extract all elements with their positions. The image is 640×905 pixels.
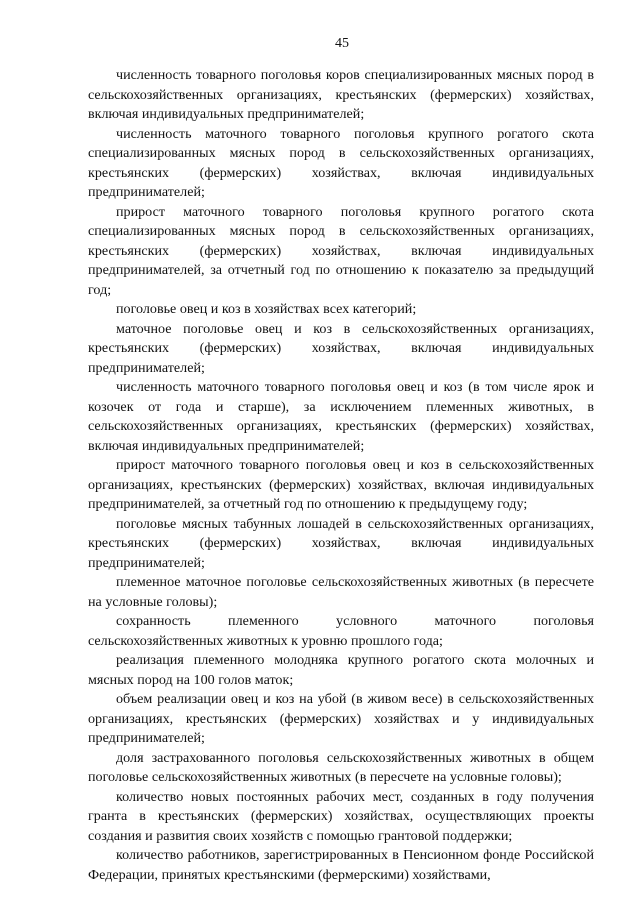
paragraph: количество новых постоянных рабочих мест, созданных в году получения гранта в крестьянских (фермерских) хозяйствах, осуществляющих проекты создания и развития своих хозяйств с помощью грантовой поддержки; <box>88 788 594 844</box>
paragraph: реализация племенного молодняка крупного рогатого скота молочных и мясных пород на 100 голов маток; <box>88 652 594 688</box>
page-number: 45 <box>335 36 349 51</box>
paragraph: племенное маточное поголовье сельскохозяйственных животных (в пересчете на условные головы); <box>88 574 594 610</box>
paragraph: прирост маточного товарного поголовья крупного рогатого скота специализированных мясных пород в сельскохозяйственных организациях, крестьянских (фермерских) хозяйствах, включая индивидуальных предпринимателей, за отчетный год по отношению к показателю за предыдущий год; <box>88 203 594 298</box>
paragraph: поголовье овец и коз в хозяйствах всех категорий; <box>116 301 417 317</box>
paragraph: объем реализации овец и коз на убой (в живом весе) в сельскохозяйственных организациях, крестьянских (фермерских) хозяйствах и у индивидуальных предпринимателей; <box>88 691 594 746</box>
paragraph: количество работников, зарегистрированных в Пенсионном фонде Российской Федерации, принятых крестьянскими (фермерскими) хозяйствами, <box>88 847 594 883</box>
paragraph: сохранность племенного условного маточного поголовья сельскохозяйственных животных к уровню прошлого года; <box>88 613 594 649</box>
paragraph: доля застрахованного поголовья сельскохозяйственных животных в общем поголовье сельскохозяйственных животных (в пересчете на условные головы); <box>88 749 594 785</box>
paragraph: маточное поголовье овец и коз в сельскохозяйственных организациях, крестьянских (фермерских) хозяйствах, включая индивидуальных предпринимателей; <box>88 320 594 376</box>
paragraph: численность маточного товарного поголовья крупного рогатого скота специализированных мясных пород в сельскохозяйственных организациях, крестьянских (фермерских) хозяйствах, включая индивидуальных предпринимателей; <box>88 125 594 200</box>
paragraph: поголовье мясных табунных лошадей в сельскохозяйственных организациях, крестьянских (фермерских) хозяйствах, включая индивидуальных предпринимателей; <box>88 515 594 571</box>
paragraph: прирост маточного товарного поголовья овец и коз в сельскохозяйственных организациях, крестьянских (фермерских) хозяйствах, включая индивидуальных предпринимателей, за отчетный год по отношению к предыдущему году; <box>88 457 594 512</box>
paragraph: численность маточного товарного поголовья овец и коз (в том числе ярок и козочек от года и старше), за исключением племенных животных, в сельскохозяйственных организациях, крестьянских (фермерских) хозяйствах, включая индивидуальных предпринимателей; <box>88 379 594 454</box>
paragraph: численность товарного поголовья коров специализированных мясных пород в сельскохозяйственных организациях, крестьянских (фермерских) хозяйствах, включая индивидуальных предпринимателей; <box>88 67 594 122</box>
document-body <box>88 66 594 885</box>
